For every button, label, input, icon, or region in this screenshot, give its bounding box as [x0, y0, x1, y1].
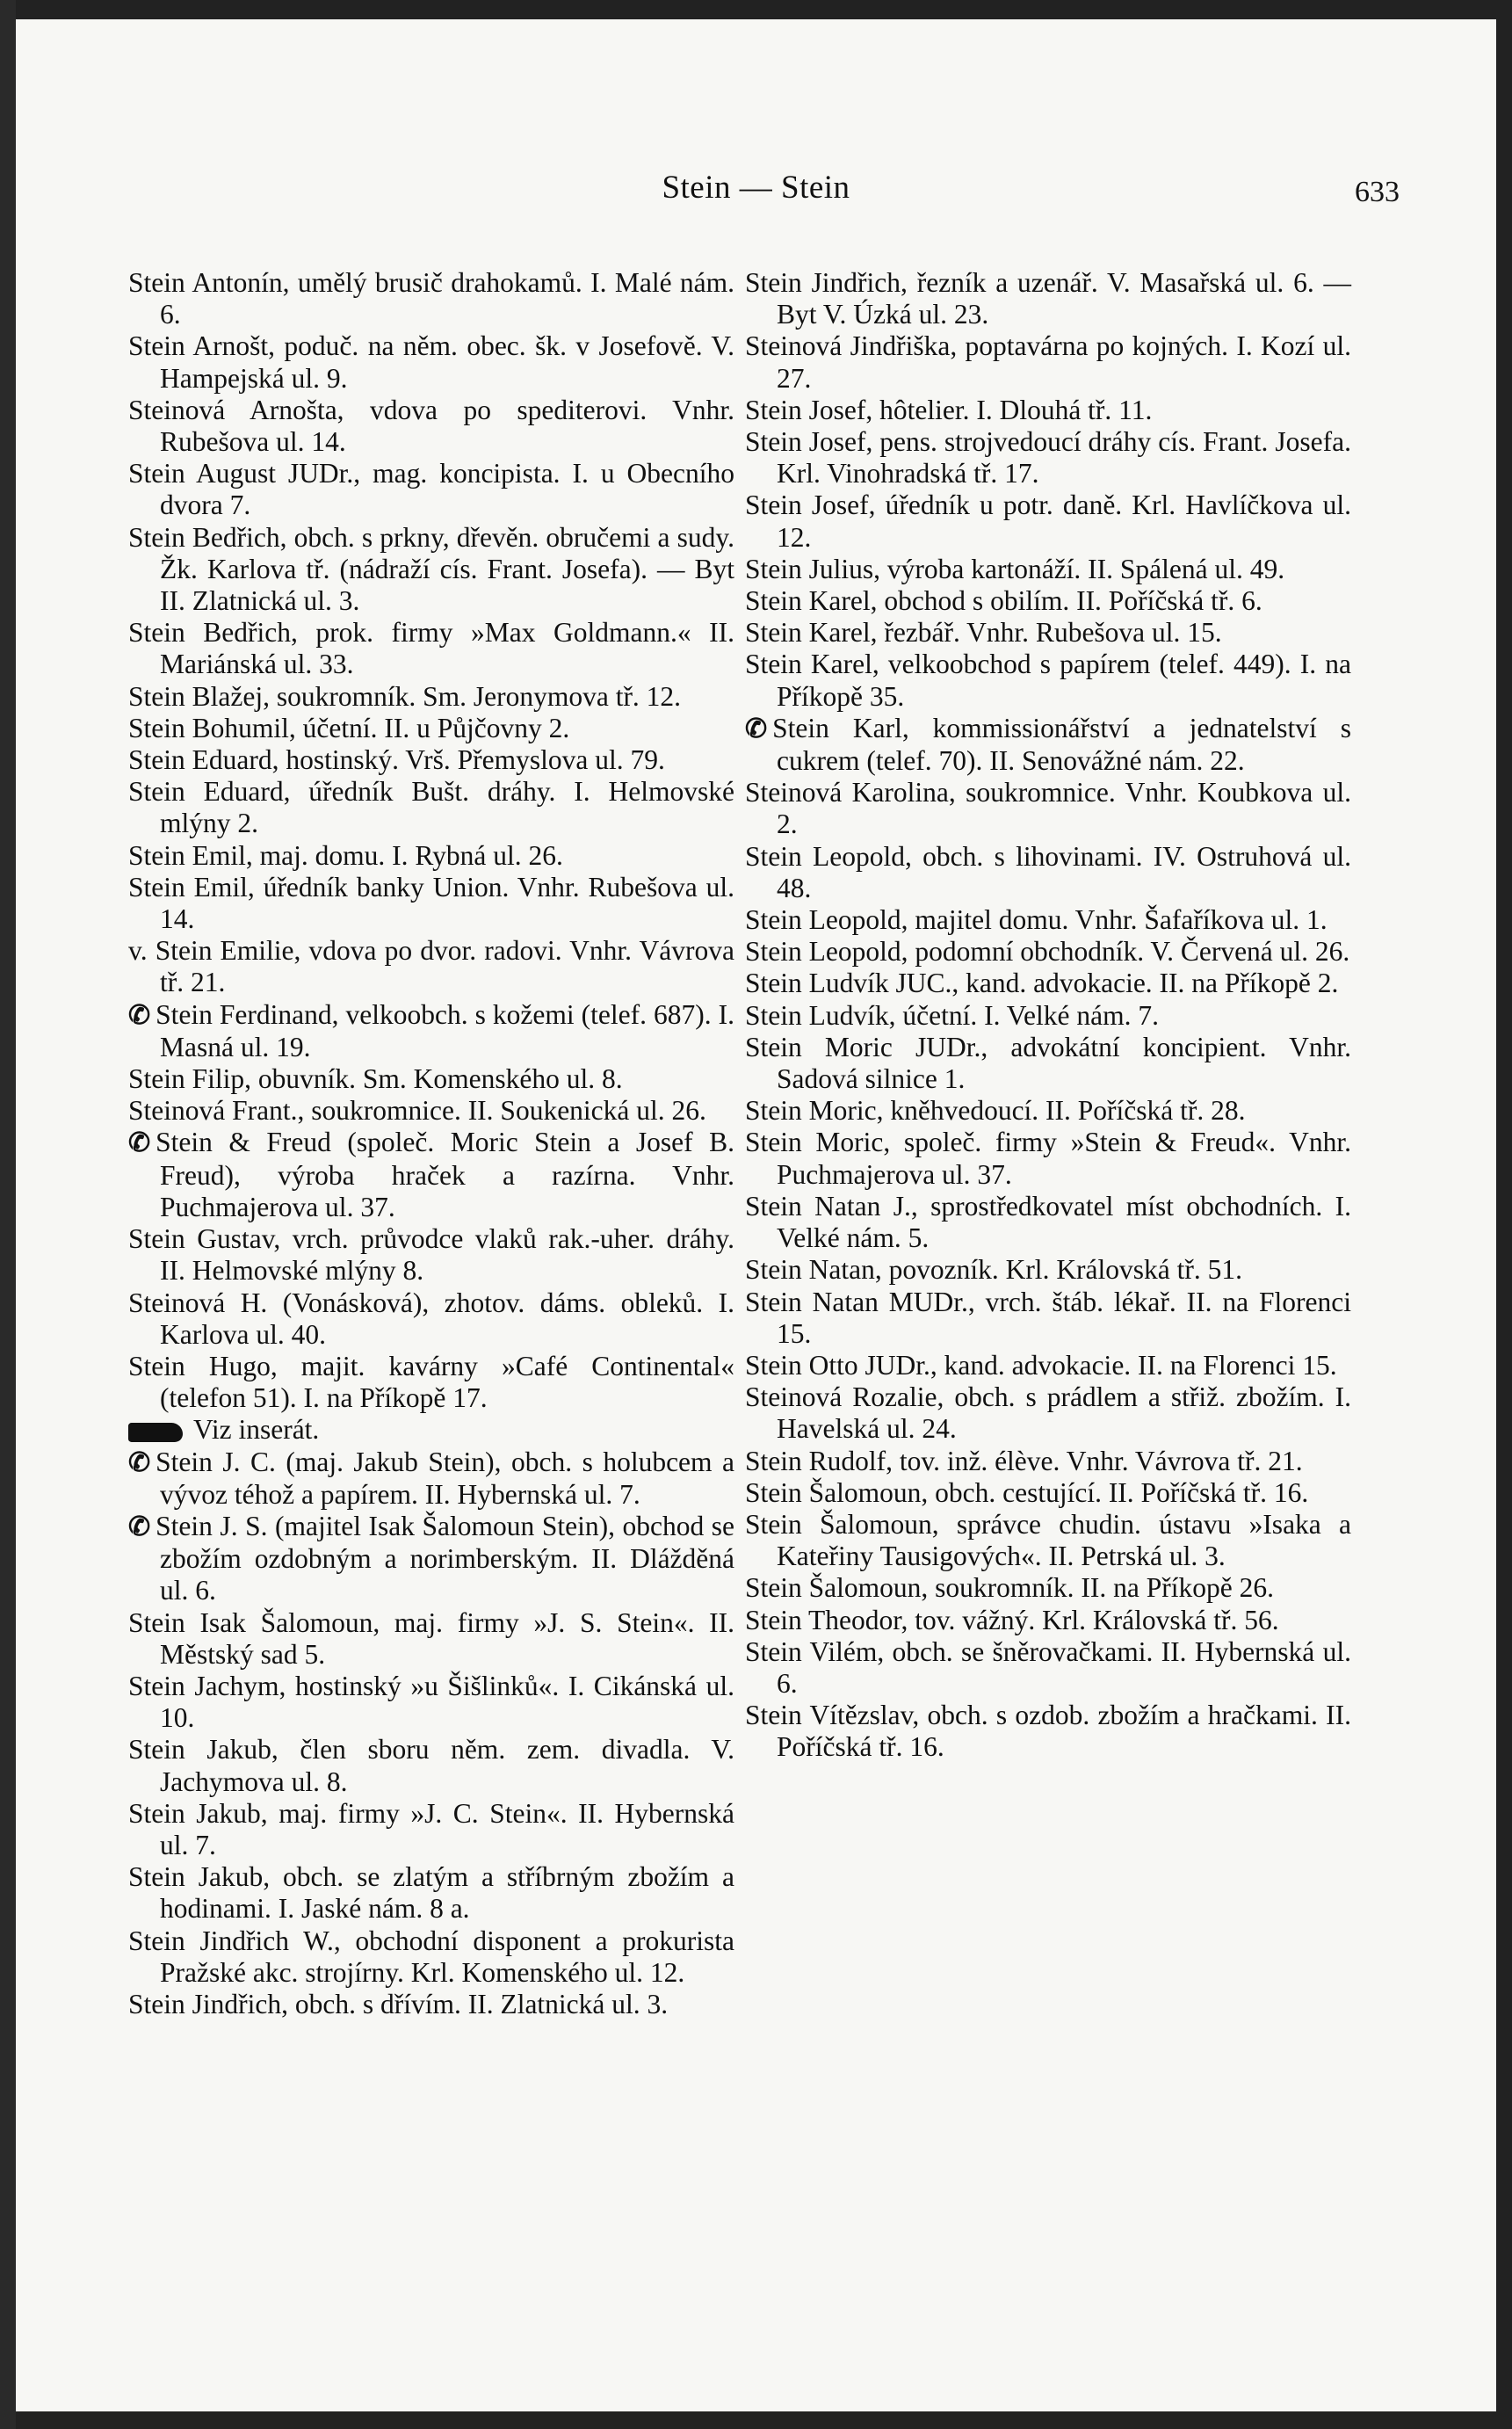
directory-entry: Stein Gustav, vrch. průvodce vlaků rak.-uher. dráhy. II. Helmovské mlýny 8.: [128, 1223, 734, 1287]
directory-entry: v. Stein Emilie, vdova po dvor. radovi. Vnhr. Vávrova tř. 21.: [128, 935, 734, 998]
directory-entry: Stein Natan, povozník. Krl. Královská tř. 51.: [745, 1254, 1243, 1286]
entry-text: Stein & Freud (společ. Moric Stein a Josef B. Freud), výroba hraček a razírna. Vnhr. Puchmajerova ul. 37.: [156, 1127, 734, 1222]
telephone-icon: ✆: [128, 1128, 149, 1158]
entry-text: Stein Ferdinand, velkoobch. s kožemi (telef. 687). I. Masná ul. 19.: [156, 998, 734, 1062]
directory-entry: Stein Karel, velkoobchod s papírem (telef. 449). I. na Příkopě 35.: [745, 649, 1351, 712]
directory-entry: Steinová Frant., soukromnice. II. Soukenická ul. 26.: [128, 1095, 706, 1127]
directory-entry: Stein Karel, obchod s obilím. II. Poříčská tř. 6.: [745, 585, 1262, 617]
directory-entry: Stein Leopold, majitel domu. Vnhr. Šafaříkova ul. 1.: [745, 904, 1328, 936]
directory-entry: Stein Moric, společ. firmy »Stein & Freud«. Vnhr. Puchmajerova ul. 37.: [745, 1127, 1351, 1190]
directory-entry: Stein Natan MUDr., vrch. štáb. lékař. II. na Florenci 15.: [745, 1286, 1351, 1349]
directory-entry: Stein August JUDr., mag. koncipista. I. u Obecního dvora 7.: [128, 458, 734, 521]
running-head: Stein — Stein: [662, 170, 850, 206]
directory-entry-telephone: [128, 999, 734, 1063]
left-column: [128, 267, 734, 2020]
directory-entry: Stein Šalomoun, soukromník. II. na Příkopě 26.: [745, 1572, 1274, 1604]
directory-entry: Stein Bedřich, obch. s prkny, dřevěn. obručemi a sudy. Žk. Karlova tř. (nádraží cís. Frant. Josefa). — Byt II. Zlatnická ul. 3.: [128, 521, 734, 617]
directory-entry: Stein Theodor, tov. vážný. Krl. Královská tř. 56.: [745, 1604, 1279, 1635]
pointing-hand-icon: [128, 1423, 183, 1442]
telephone-icon: ✆: [128, 1512, 149, 1541]
directory-entry: Stein Natan J., sprostředkovatel míst obchodních. I. Velké nám. 5.: [745, 1190, 1351, 1254]
directory-entry: Stein Bedřich, prok. firmy »Max Goldmann.« II. Mariánská ul. 33.: [128, 617, 734, 680]
directory-entry: Stein Emil, úředník banky Union. Vnhr. Rubešova ul. 14.: [128, 871, 734, 935]
directory-entry: Stein Vilém, obch. se šněrovačkami. II. Hybernská ul. 6.: [745, 1635, 1351, 1699]
directory-entry: Stein Otto JUDr., kand. advokacie. II. na Florenci 15.: [745, 1349, 1337, 1381]
directory-entry: Stein Hugo, majit. kavárny »Café Continental« (telefon 51). I. na Příkopě 17.: [128, 1350, 734, 1414]
page-header: [16, 167, 1496, 220]
directory-entry: Steinová Jindřiška, poptavárna po kojných. I. Kozí ul. 27.: [745, 330, 1351, 394]
directory-entry: Stein Emil, maj. domu. I. Rybná ul. 26.: [128, 839, 563, 871]
directory-entry: Stein Bohumil, účetní. II. u Půjčovny 2.: [128, 712, 570, 743]
directory-entry: Stein Jakub, maj. firmy »J. C. Stein«. II. Hybernská ul. 7.: [128, 1797, 734, 1860]
directory-entry: Stein Jachym, hostinský »u Šišlinků«. I. Cikánská ul. 10.: [128, 1670, 734, 1734]
entry-text: Stein J. S. (majitel Isak Šalomoun Stein), obchod se zbožím ozdobným a norimberským. II. Dlážděná ul. 6.: [156, 1510, 734, 1606]
directory-entry: Stein Filip, obuvník. Sm. Komenského ul. 8.: [128, 1063, 623, 1095]
directory-entry: Stein Karel, řezbář. Vnhr. Rubešova ul. 15.: [745, 617, 1222, 649]
directory-entry: Stein Vítězslav, obch. s ozdob. zbožím a hračkami. II. Poříčská tř. 16.: [745, 1700, 1351, 1763]
directory-entry: Stein Leopold, obch. s lihovinami. IV. Ostruhová ul. 48.: [745, 840, 1351, 903]
telephone-icon: ✆: [745, 714, 766, 743]
directory-entry: Stein Leopold, podomní obchodník. V. Červená ul. 26.: [745, 936, 1350, 968]
insert-reference-text: Viz inserát.: [193, 1414, 320, 1446]
directory-entry: Stein Eduard, hostinský. Vrš. Přemyslova ul. 79.: [128, 744, 665, 776]
directory-entry: Stein Jakub, obch. se zlatým a stříbrným zbožím a hodinami. I. Jaské nám. 8 a.: [128, 1861, 734, 1925]
directory-entry: Stein Antonín, umělý brusič drahokamů. I. Malé nám. 6.: [128, 267, 734, 330]
directory-entry: Stein Arnošt, poduč. na něm. obec. šk. v Josefově. V. Hampejská ul. 9.: [128, 330, 734, 394]
directory-entry-telephone: [745, 713, 1351, 777]
entry-text: Stein Karl, kommissionářství a jednatelství s cukrem (telef. 70). II. Senovážné nám. 22.: [772, 712, 1351, 777]
scan-edge: [0, 0, 16, 2429]
directory-entry: Stein Ludvík JUC., kand. advokacie. II. na Příkopě 2.: [745, 968, 1339, 999]
directory-entry: Stein Jindřich, řezník a uzenář. V. Masařská ul. 6. — Byt V. Úzká ul. 23.: [745, 267, 1351, 330]
directory-entry: Stein Julius, výroba kartonáží. II. Spálená ul. 49.: [745, 553, 1285, 584]
insert-reference: [128, 1414, 734, 1446]
directory-entry: Stein Šalomoun, správce chudin. ústavu »Isaka a Kateřiny Tausigových«. II. Petrská ul. 3.: [745, 1508, 1351, 1572]
telephone-icon: ✆: [128, 1447, 149, 1477]
directory-entry: Stein Josef, úředník u potr. daně. Krl. Havlíčkova ul. 12.: [745, 489, 1351, 553]
directory-entry: Stein Šalomoun, obch. cestující. II. Poříčská tř. 16.: [745, 1476, 1309, 1508]
directory-entry: Stein Josef, hôtelier. I. Dlouhá tř. 11.: [745, 394, 1153, 425]
directory-entry: Stein Moric, kněhvedoucí. II. Poříčská tř. 28.: [745, 1095, 1246, 1127]
directory-entry: Stein Rudolf, tov. inž. élève. Vnhr. Vávrova tř. 21.: [745, 1445, 1303, 1476]
entry-text: Stein J. C. (maj. Jakub Stein), obch. s holubcem a vývoz téhož a papírem. II. Hybernská ul. 7.: [156, 1446, 734, 1510]
right-column: [745, 267, 1351, 1764]
telephone-icon: ✆: [128, 1000, 149, 1030]
directory-entry: Stein Moric JUDr., advokátní koncipient. Vnhr. Sadová silnice 1.: [745, 1031, 1351, 1095]
directory-entry-telephone: [128, 1127, 734, 1223]
directory-entry: Stein Eduard, úředník Bušt. dráhy. I. Helmovské mlýny 2.: [128, 776, 734, 839]
page-number: 633: [1355, 176, 1400, 208]
directory-page: [16, 19, 1496, 2411]
directory-entry: Stein Josef, pens. strojvedoucí dráhy cís. Frant. Josefa. Krl. Vinohradská tř. 17.: [745, 426, 1351, 489]
directory-entry: Stein Jindřich, obch. s dřívím. II. Zlatnická ul. 3.: [128, 1988, 669, 2019]
directory-entry: Stein Jakub, člen sboru něm. zem. divadla. V. Jachymova ul. 8.: [128, 1734, 734, 1797]
directory-entry-telephone: [128, 1447, 734, 1511]
directory-entry: Stein Blažej, soukromník. Sm. Jeronymova tř. 12.: [128, 680, 682, 712]
directory-entry: Steinová Rozalie, obch. s prádlem a střiž. zbožím. I. Havelská ul. 24.: [745, 1381, 1351, 1445]
directory-entry-telephone: [128, 1511, 734, 1607]
directory-entry: Stein Jindřich W., obchodní disponent a prokurista Pražské akc. strojírny. Krl. Komenského ul. 12.: [128, 1925, 734, 1988]
directory-entry: Steinová Arnošta, vdova po spediterovi. Vnhr. Rubešova ul. 14.: [128, 394, 734, 458]
directory-entry: Stein Isak Šalomoun, maj. firmy »J. S. Stein«. II. Městský sad 5.: [128, 1606, 734, 1670]
directory-entry: Steinová H. (Vonásková), zhotov. dáms. obleků. I. Karlova ul. 40.: [128, 1287, 734, 1350]
directory-entry: Steinová Karolina, soukromnice. Vnhr. Koubkova ul. 2.: [745, 777, 1351, 840]
directory-entry: Stein Ludvík, účetní. I. Velké nám. 7.: [745, 999, 1159, 1031]
